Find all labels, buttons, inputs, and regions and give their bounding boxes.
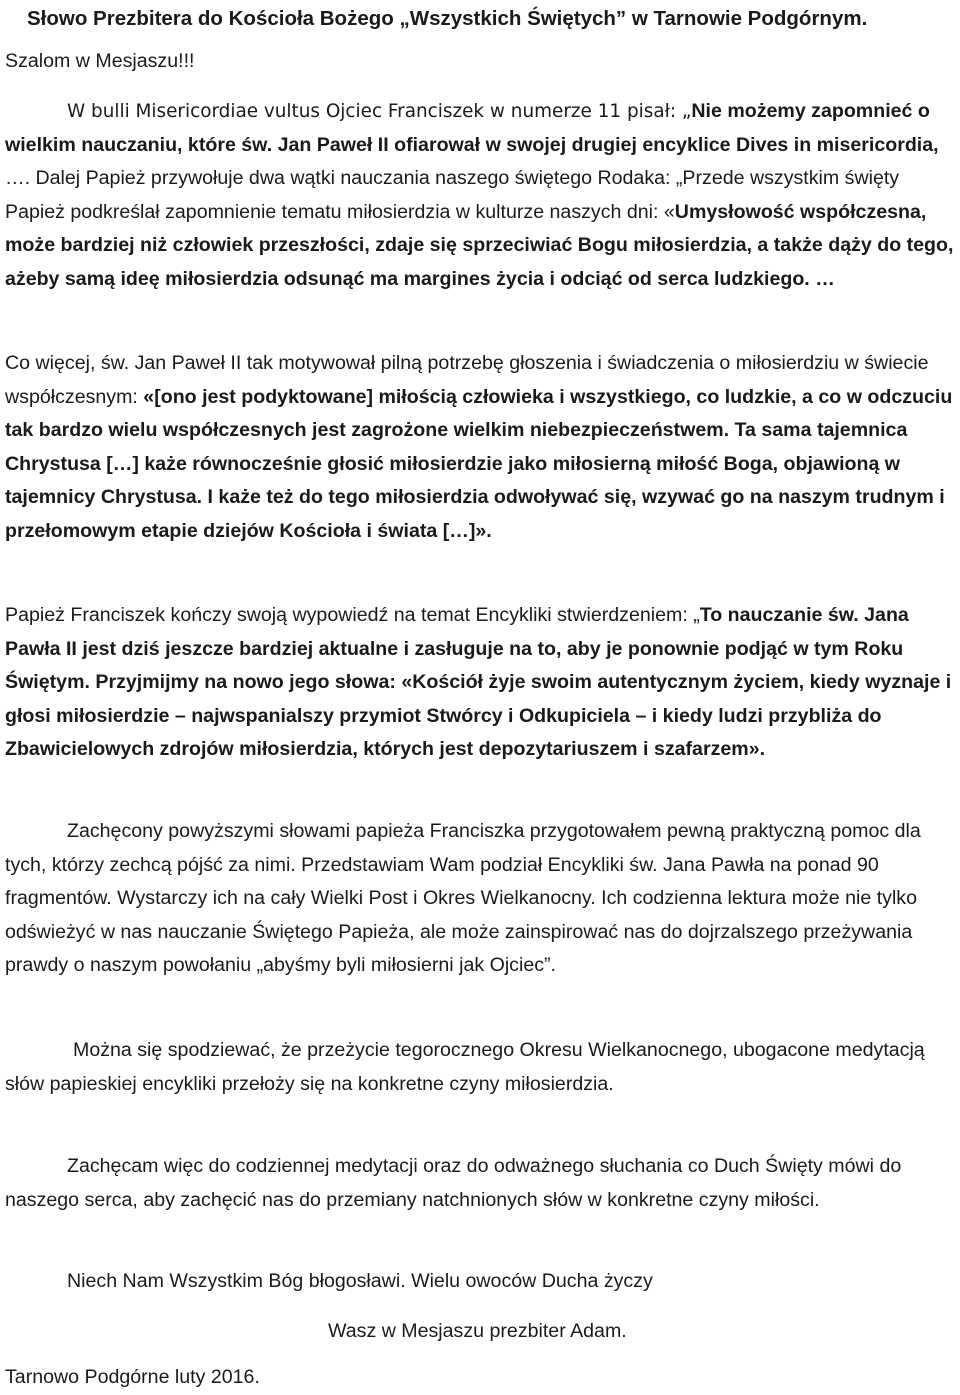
- p3-citation-bold: To nauczanie św. Jana Pawła II jest dziś jeszcze bardziej aktualne i zasługuje na to, aby je ponownie podjąć w tym Roku Świętym. Przyjmijmy na nowo jego słowa: «Kościół żyje swoim autentycznym życiem, kiedy wyznaje i głosi miłosierdzie – najwspanialszy przymiot Stwórcy i Odkupiciela – i kiedy ludzi przybliża do Zbawicielowych zdrojów miłosierdzia, których jest depozytariuszem i szafarzem».: [5, 604, 952, 761]
- p1-quote-bold: Nie możemy zapomnieć o wielkim nauczaniu, które św. Jan Paweł II ofiarował w swojej drugiej encyklice Dives in misericordia,: [5, 100, 939, 156]
- p1-middle: …. Dalej Papież przywołuje dwa wątki nauczania naszego świętego Rodaka: „Przede wszystkim święty Papież podkreślał zapomnienie tematu miłosierdzia w kulturze naszych dni: «: [5, 167, 900, 223]
- greeting: Szalom w Mesjaszu!!!: [5, 50, 195, 72]
- p1-citation-bold: Umysłowość współczesna, może bardziej niż człowiek przeszłości, zdaje się sprzeciwiać Bogu miłosierdzia, a także dąży do tego, ażeby samą ideę miłosierdzia odsunąć ma margines życia i odciąć od serca ludzkiego. …: [5, 200, 954, 290]
- p2-citation-bold: «[ono jest podyktowane] miłością człowieka i wszystkiego, co ludzkie, a co w odczuciu tak bardzo wielu współczesnych jest zagrożone wielkim niebezpieczeństwem. Ta sama tajemnica Chrystusa […] każe równocześnie głosić miłosierdzie jako miłosierną miłość Boga, objawioną w tajemnicy Chrystusa. I każe też do tego miłosierdzia odwoływać się, wzywać go na naszym trudnym i przełomowym etapie dziejów Kościoła i świata […]».: [5, 385, 953, 542]
- p3-intro: Papież Franciszek kończy swoją wypowiedź na temat Encykliki stwierdzeniem: „: [5, 604, 700, 626]
- paragraph-3: [5, 599, 957, 767]
- paragraph-6: Zachęcam więc do codziennej medytacji oraz do odważnego słuchania co Duch Święty mówi do naszego serca, aby zachęcić nas do przemiany natchnionych słów w konkretne czyny miłości.: [5, 1155, 902, 1211]
- document-title: Słowo Prezbitera do Kościoła Bożego „Wszystkich Świętych” w Tarnowie Podgórnym.: [27, 7, 868, 30]
- blessing-line: Niech Nam Wszystkim Bóg błogosławi. Wielu owoców Ducha życzy: [67, 1270, 653, 1292]
- paragraph-2: [5, 347, 957, 549]
- place-date: Tarnowo Podgórne luty 2016.: [5, 1366, 260, 1388]
- p1-intro: W bulli Misericordiae vultus Ojciec Franciszek w numerze 11 pisał: „: [67, 101, 692, 122]
- paragraph-5: Można się spodziewać, że przeżycie tegorocznego Okresu Wielkanocnego, ubogacone medytacją słów papieskiej encykliki przełoży się na konkretne czyny miłosierdzia.: [5, 1039, 925, 1095]
- paragraph-4: Zachęcony powyższymi słowami papieża Franciszka przygotowałem pewną praktyczną pomoc dla tych, którzy zechcą pójść za nimi. Przedstawiam Wam podział Encykliki św. Jana Pawła na ponad 90 fragmentów. Wystarczy ich na cały Wielki Post i Okres Wielkanocny. Ich codzienna lektura może nie tylko odświeżyć w nas nauczanie Świętego Papieża, ale może zainspirować nas do dojrzalszego przeżywania prawdy o naszym powołaniu „abyśmy byli miłosierni jak Ojciec”.: [5, 820, 921, 977]
- paragraph-1: [5, 95, 957, 297]
- p2-intro: Co więcej, św. Jan Paweł II tak motywował pilną potrzebę głoszenia i świadczenia o miłosierdziu w świecie współczesnym:: [5, 352, 929, 408]
- signature: Wasz w Mesjaszu prezbiter Adam.: [328, 1320, 627, 1342]
